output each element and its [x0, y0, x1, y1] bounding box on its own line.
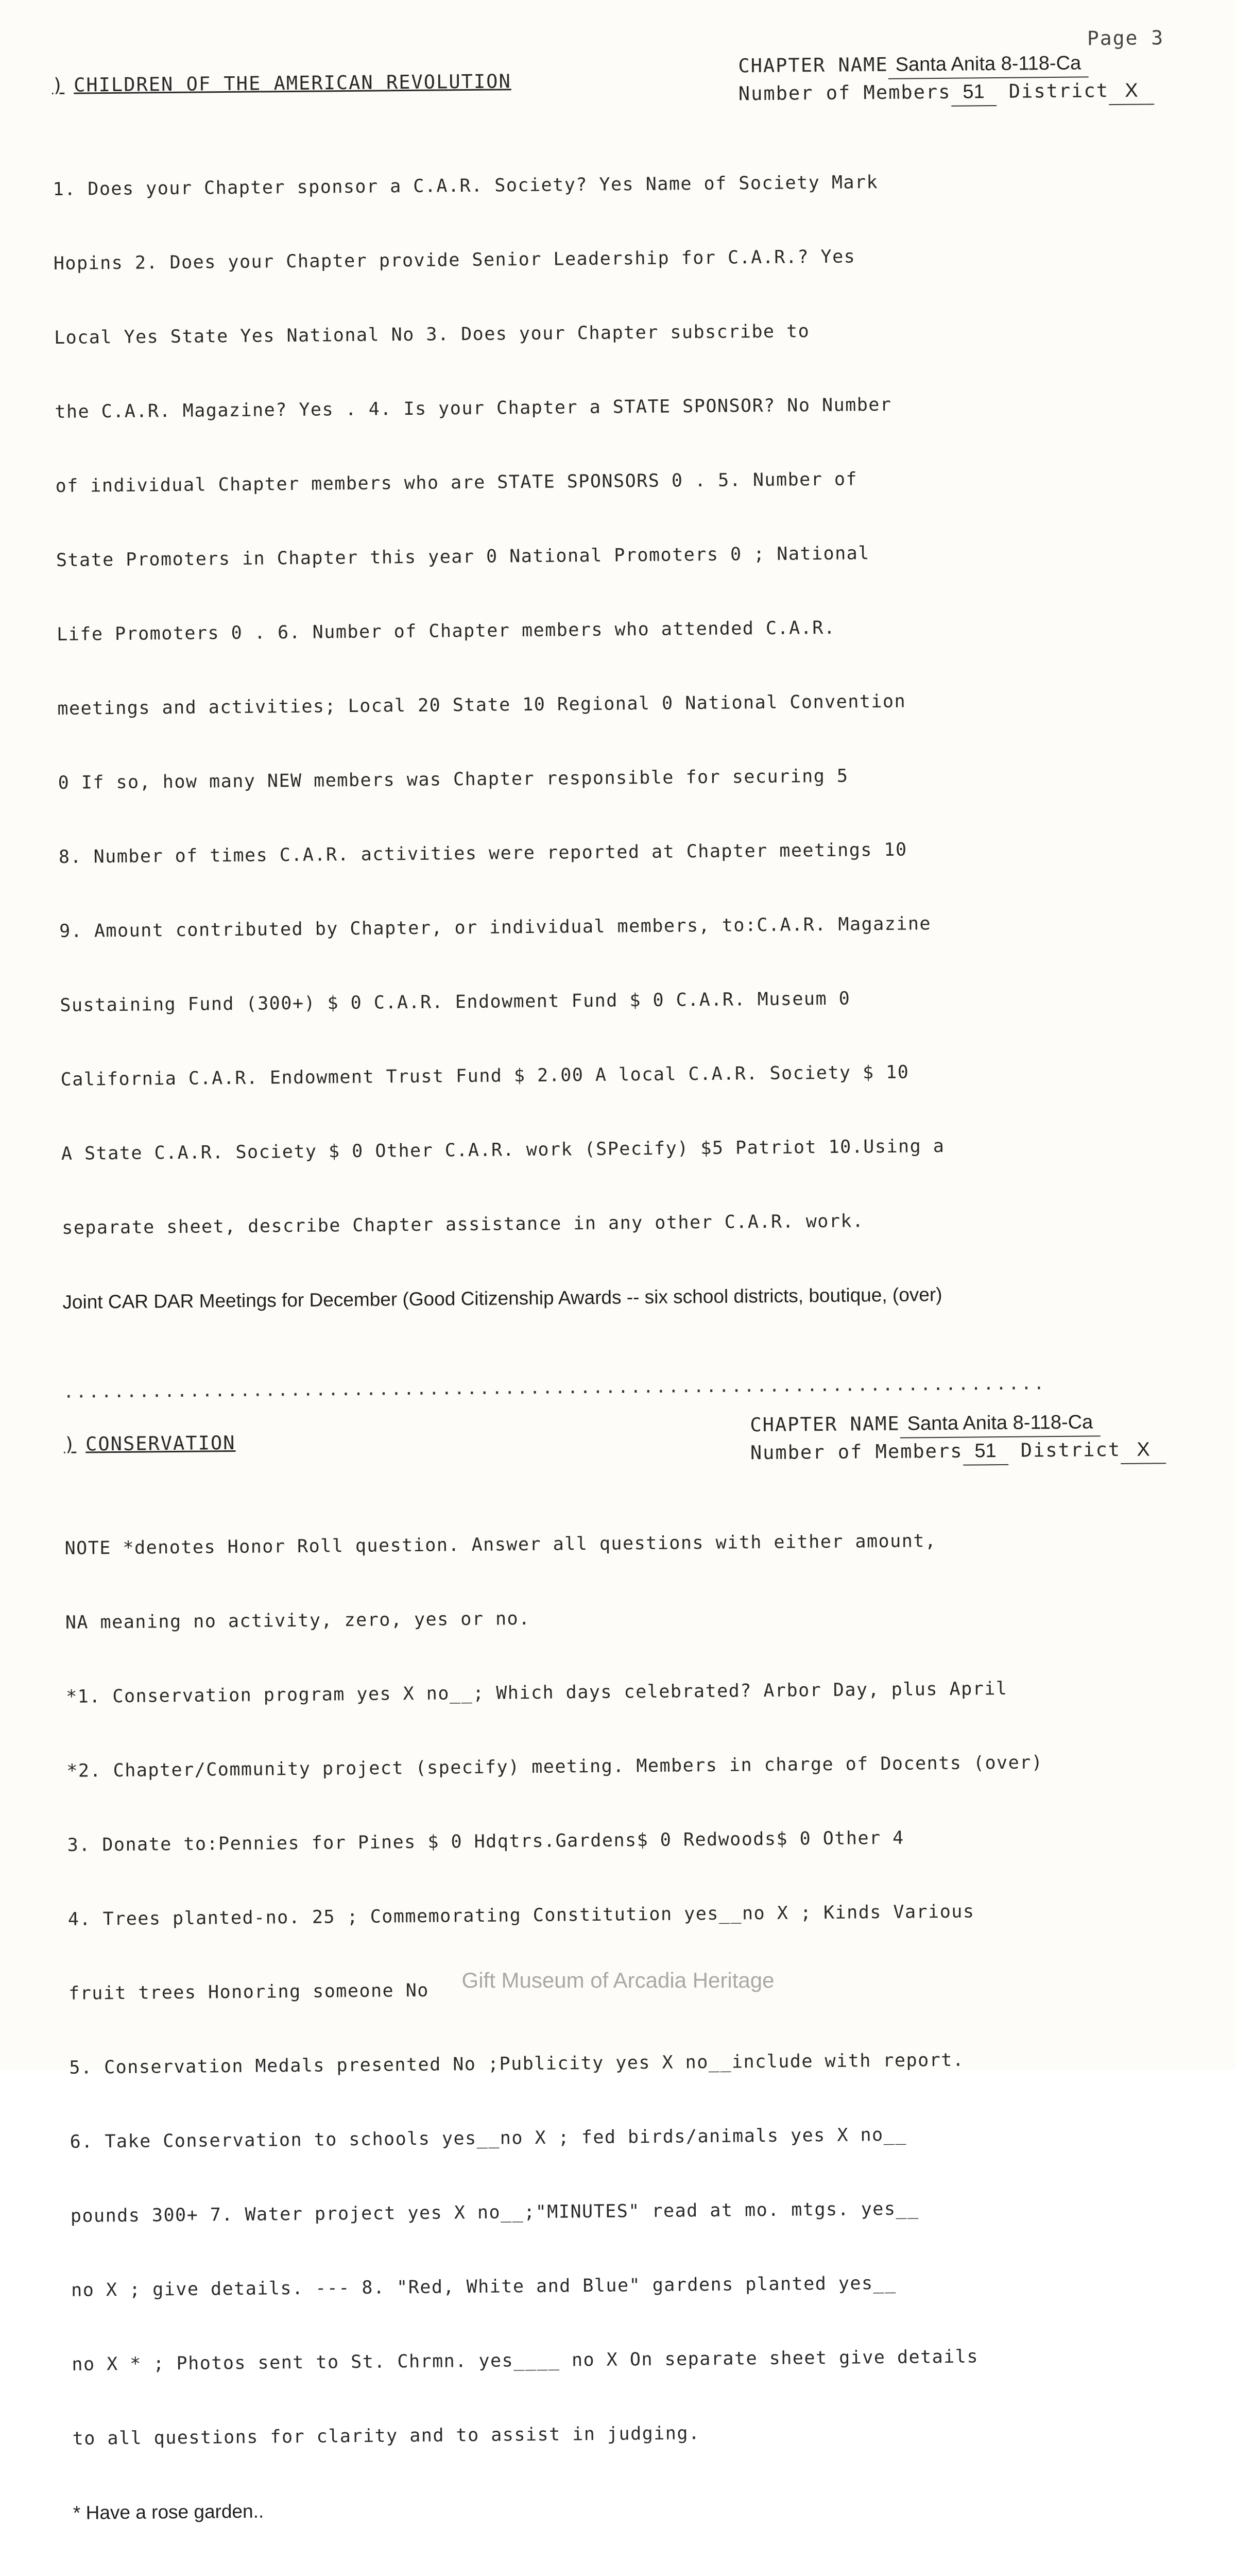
- chapter-name-field[interactable]: Santa Anita 8-118-Ca: [900, 1409, 1100, 1438]
- text-line: 6. Take Conservation to schools yes__no X ; fed birds/animals yes X no__: [70, 2124, 907, 2153]
- text-line: 0 If so, how many NEW members was Chapter responsible for securing 5: [58, 766, 849, 793]
- chapter-info: CHAPTER NAME Santa Anita 8-118-Ca Number of Members 51 District X: [750, 1408, 1166, 1467]
- members-field[interactable]: 51: [951, 78, 996, 107]
- text-line: 5. Conservation Medals presented No ;Publicity yes X no__include with report.: [69, 2049, 965, 2078]
- text-line: *2. Chapter/Community project (specify) meeting. Members in charge of Docents (over): [66, 1752, 1043, 1782]
- chapter-info: CHAPTER NAME Santa Anita 8-118-Ca Number of Members 51 District X: [738, 49, 1154, 108]
- district-field[interactable]: X: [1121, 1436, 1166, 1464]
- district-field[interactable]: X: [1109, 77, 1154, 105]
- text-line: no X ; give details. --- 8. "Red, White and Blue" gardens planted yes__: [71, 2273, 897, 2301]
- text-line: Hopins 2. Does your Chapter provide Senior Leadership for C.A.R.? Yes: [53, 246, 856, 274]
- section-body: [64, 1477, 1196, 2575]
- page-number: Page 3: [1087, 26, 1164, 50]
- text-line: California C.A.R. Endowment Trust Fund $ 2.00 A local C.A.R. Society $ 10: [60, 1062, 909, 1090]
- text-line: pounds 300+ 7. Water project yes X no__;"MINUTES" read at mo. mtgs. yes__: [70, 2198, 919, 2227]
- text-line: the C.A.R. Magazine? Yes . 4. Is your Chapter a STATE SPONSOR? No Number: [55, 394, 892, 422]
- text-line: 3. Donate to:Pennies for Pines $ 0 Hdqtrs.Gardens$ 0 Redwoods$ 0 Other 4: [67, 1827, 904, 1856]
- section-car: [52, 49, 1186, 1402]
- text-line: State Promoters in Chapter this year 0 National Promoters 0 ; National: [56, 543, 870, 571]
- handwritten-line: * Have a rose garden..: [73, 2500, 264, 2523]
- report-document: [52, 26, 1218, 2576]
- section-title: ) CONSERVATION: [63, 1431, 236, 1455]
- text-line: 4. Trees planted-no. 25 ; Commemorating Constitution yes__no X ; Kinds Various: [67, 1901, 975, 1930]
- text-line: 9. Amount contributed by Chapter, or individual members, to:C.A.R. Magazine: [59, 913, 932, 942]
- text-line: NOTE *denotes Honor Roll question. Answer all questions with either amount,: [64, 1531, 937, 1559]
- text-line: meetings and activities; Local 20 State 10 Regional 0 National Convention: [57, 691, 906, 719]
- text-line: NA meaning no activity, zero, yes or no.: [65, 1608, 530, 1633]
- text-line: Local Yes State Yes National No 3. Does your Chapter subscribe to: [54, 321, 810, 348]
- chapter-name-field[interactable]: Santa Anita 8-118-Ca: [888, 49, 1088, 79]
- text-line: no X * ; Photos sent to St. Chrmn. yes____ no X On separate sheet give details: [72, 2346, 979, 2375]
- text-line: *1. Conservation program yes X no__; Which days celebrated? Arbor Day, plus April: [65, 1678, 1008, 1707]
- text-line: A State C.A.R. Society $ 0 Other C.A.R. work (SPecify) $5 Patriot 10.Using a: [61, 1136, 945, 1164]
- watermark: Gift Museum of Arcadia Heritage: [461, 1968, 775, 1992]
- section-body: [53, 118, 1186, 1364]
- section-title: ) CHILDREN OF THE AMERICAN REVOLUTION: [52, 70, 511, 96]
- section-header: [52, 49, 1175, 114]
- handwritten-line: Joint CAR DAR Meetings for December (Good Citizenship Awards -- six school districts, boutique, (over): [62, 1284, 942, 1313]
- section-header: [63, 1408, 1187, 1473]
- text-line: separate sheet, describe Chapter assistance in any other C.A.R. work.: [62, 1211, 864, 1239]
- text-line: Sustaining Fund (300+) $ 0 C.A.R. Endowment Fund $ 0 C.A.R. Museum 0: [60, 988, 851, 1016]
- text-line: Life Promoters 0 . 6. Number of Chapter members who attended C.A.R.: [56, 617, 836, 645]
- dotted-separator: ..............................................................................: [63, 1373, 1046, 1402]
- text-line: 1. Does your Chapter sponsor a C.A.R. Society? Yes Name of Society Mark: [53, 172, 879, 200]
- text-line: of individual Chapter members who are STATE SPONSORS 0 . 5. Number of: [55, 469, 858, 497]
- text-line: fruit trees Honoring someone No: [68, 1980, 430, 2004]
- members-field[interactable]: 51: [963, 1437, 1008, 1466]
- text-line: to all questions for clarity and to assist in judging.: [72, 2423, 700, 2449]
- text-line: 8. Number of times C.A.R. activities were reported at Chapter meetings 10: [58, 839, 907, 868]
